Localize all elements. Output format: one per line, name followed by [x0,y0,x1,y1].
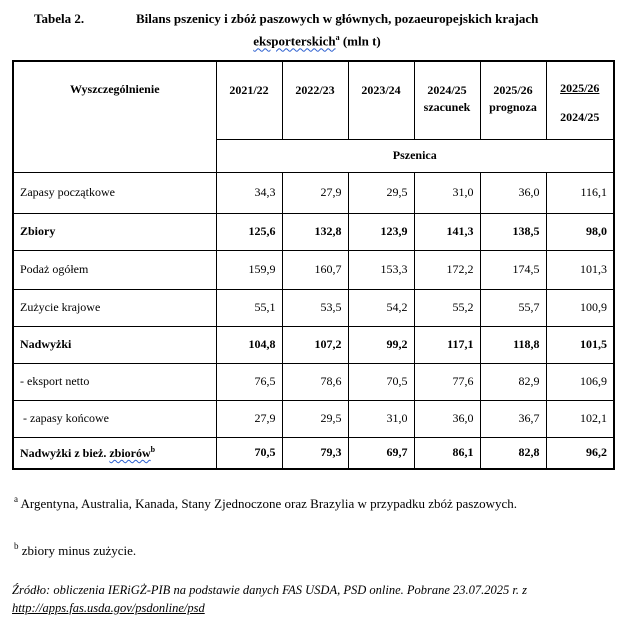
cell: 106,9 [546,363,614,400]
table-row [13,213,614,250]
cell: 141,3 [414,213,480,250]
table-row [13,250,614,289]
cell: 102,1 [546,400,614,437]
header-label: Wyszczególnienie [13,61,216,172]
header-year-2024-25: 2024/25 szacunek [414,61,480,139]
cell: 99,2 [348,326,414,363]
row-label: Nadwyżki [13,326,216,363]
cell: 116,1 [546,172,614,213]
cell: 104,8 [216,326,282,363]
cell: 82,8 [480,437,546,469]
cell: 29,5 [282,400,348,437]
title-word-eksporterskich: eksporterskich [253,33,336,49]
cell: 174,5 [480,250,546,289]
table-row [13,172,614,213]
table-number: Tabela 2. [34,11,85,26]
footnote-a [14,490,517,513]
cell: 31,0 [414,172,480,213]
row-label: Podaż ogółem [13,250,216,289]
footnote-a-marker: a [14,494,18,504]
table-row [13,363,614,400]
cell: 118,8 [480,326,546,363]
balance-table [12,60,615,470]
cell: 101,3 [546,250,614,289]
cell: 159,9 [216,250,282,289]
row-label: Nadwyżki z bież. zbiorów$^b$ [13,437,216,469]
row-label: Zużycie krajowe [13,289,216,326]
cell: 70,5 [216,437,282,469]
header-sub-prognoza: prognoza [489,100,537,114]
footnote-a-text: Argentyna, Australia, Kanada, Stany Zjednoczone oraz Brazylia w przypadku zbóż paszowych. [20,496,518,511]
row-label: - eksport netto [13,363,216,400]
table-row [13,400,614,437]
cell: 36,7 [480,400,546,437]
source-text: Źródło: obliczenia IERiGŻ-PIB na podstawie danych FAS USDA, PSD online. Pobrane 23.07.2025 r. z [12,583,528,597]
cell: 54,2 [348,289,414,326]
table-row [13,437,614,469]
cell: 123,9 [348,213,414,250]
header-year-2023-24: 2023/24 [348,61,414,139]
cell: 79,3 [282,437,348,469]
row-label: Zapasy początkowe [13,172,216,213]
header-year-2025-26: 2025/26 prognoza [480,61,546,139]
cell: 96,2 [546,437,614,469]
cell: 36,0 [480,172,546,213]
cell: 27,9 [282,172,348,213]
cell: 172,2 [414,250,480,289]
footnote-b-text: zbiory minus zużycie. [21,543,137,558]
cell: 160,7 [282,250,348,289]
row-footnote-marker: b [150,444,156,454]
cell: 82,9 [480,363,546,400]
cell: 78,6 [282,363,348,400]
cell: 55,7 [480,289,546,326]
title-unit: (mln t) [339,33,381,49]
header-year-2022-23: 2022/23 [282,61,348,139]
footnote-b-marker: b [14,541,19,551]
cell: 98,0 [546,213,614,250]
cell: 34,3 [216,172,282,213]
cell: 77,6 [414,363,480,400]
table-title-line1: Bilans pszenicy i zbóż paszowych w głównych, pozaeuropejskich krajach [136,11,539,26]
cell: 101,5 [546,326,614,363]
cell: 31,0 [348,400,414,437]
cell: 86,1 [414,437,480,469]
row-label: - zapasy końcowe [13,400,216,437]
cell: 55,2 [414,289,480,326]
source-note [12,581,624,617]
header-ratio: 2025/26 2024/25 [546,61,614,139]
header-year-2021-22: 2021/22 [216,61,282,139]
cell: 27,9 [216,400,282,437]
cell: 125,6 [216,213,282,250]
table-row [13,289,614,326]
cell: 53,5 [282,289,348,326]
cell: 36,0 [414,400,480,437]
cell: 138,5 [480,213,546,250]
table-row [13,326,614,363]
title-footnote-marker: a [335,33,340,42]
cell: 107,2 [282,326,348,363]
cell: 117,1 [414,326,480,363]
cell: 55,1 [216,289,282,326]
header-sub-szacunek: szacunek [423,100,471,114]
footnote-b [14,537,136,560]
row-label-squig: zbiorów [109,445,151,460]
cell: 100,9 [546,289,614,326]
cell: 153,3 [348,250,414,289]
row-label: Zbiory [13,213,216,250]
cell: 69,7 [348,437,414,469]
section-pszenica: Pszenica [216,139,614,172]
table-title-line2 [0,29,634,50]
source-link[interactable]: http://apps.fas.usda.gov/psdonline/psd [12,601,205,615]
cell: 132,8 [282,213,348,250]
cell: 29,5 [348,172,414,213]
header-row [13,61,614,139]
cell: 76,5 [216,363,282,400]
cell: 70,5 [348,363,414,400]
